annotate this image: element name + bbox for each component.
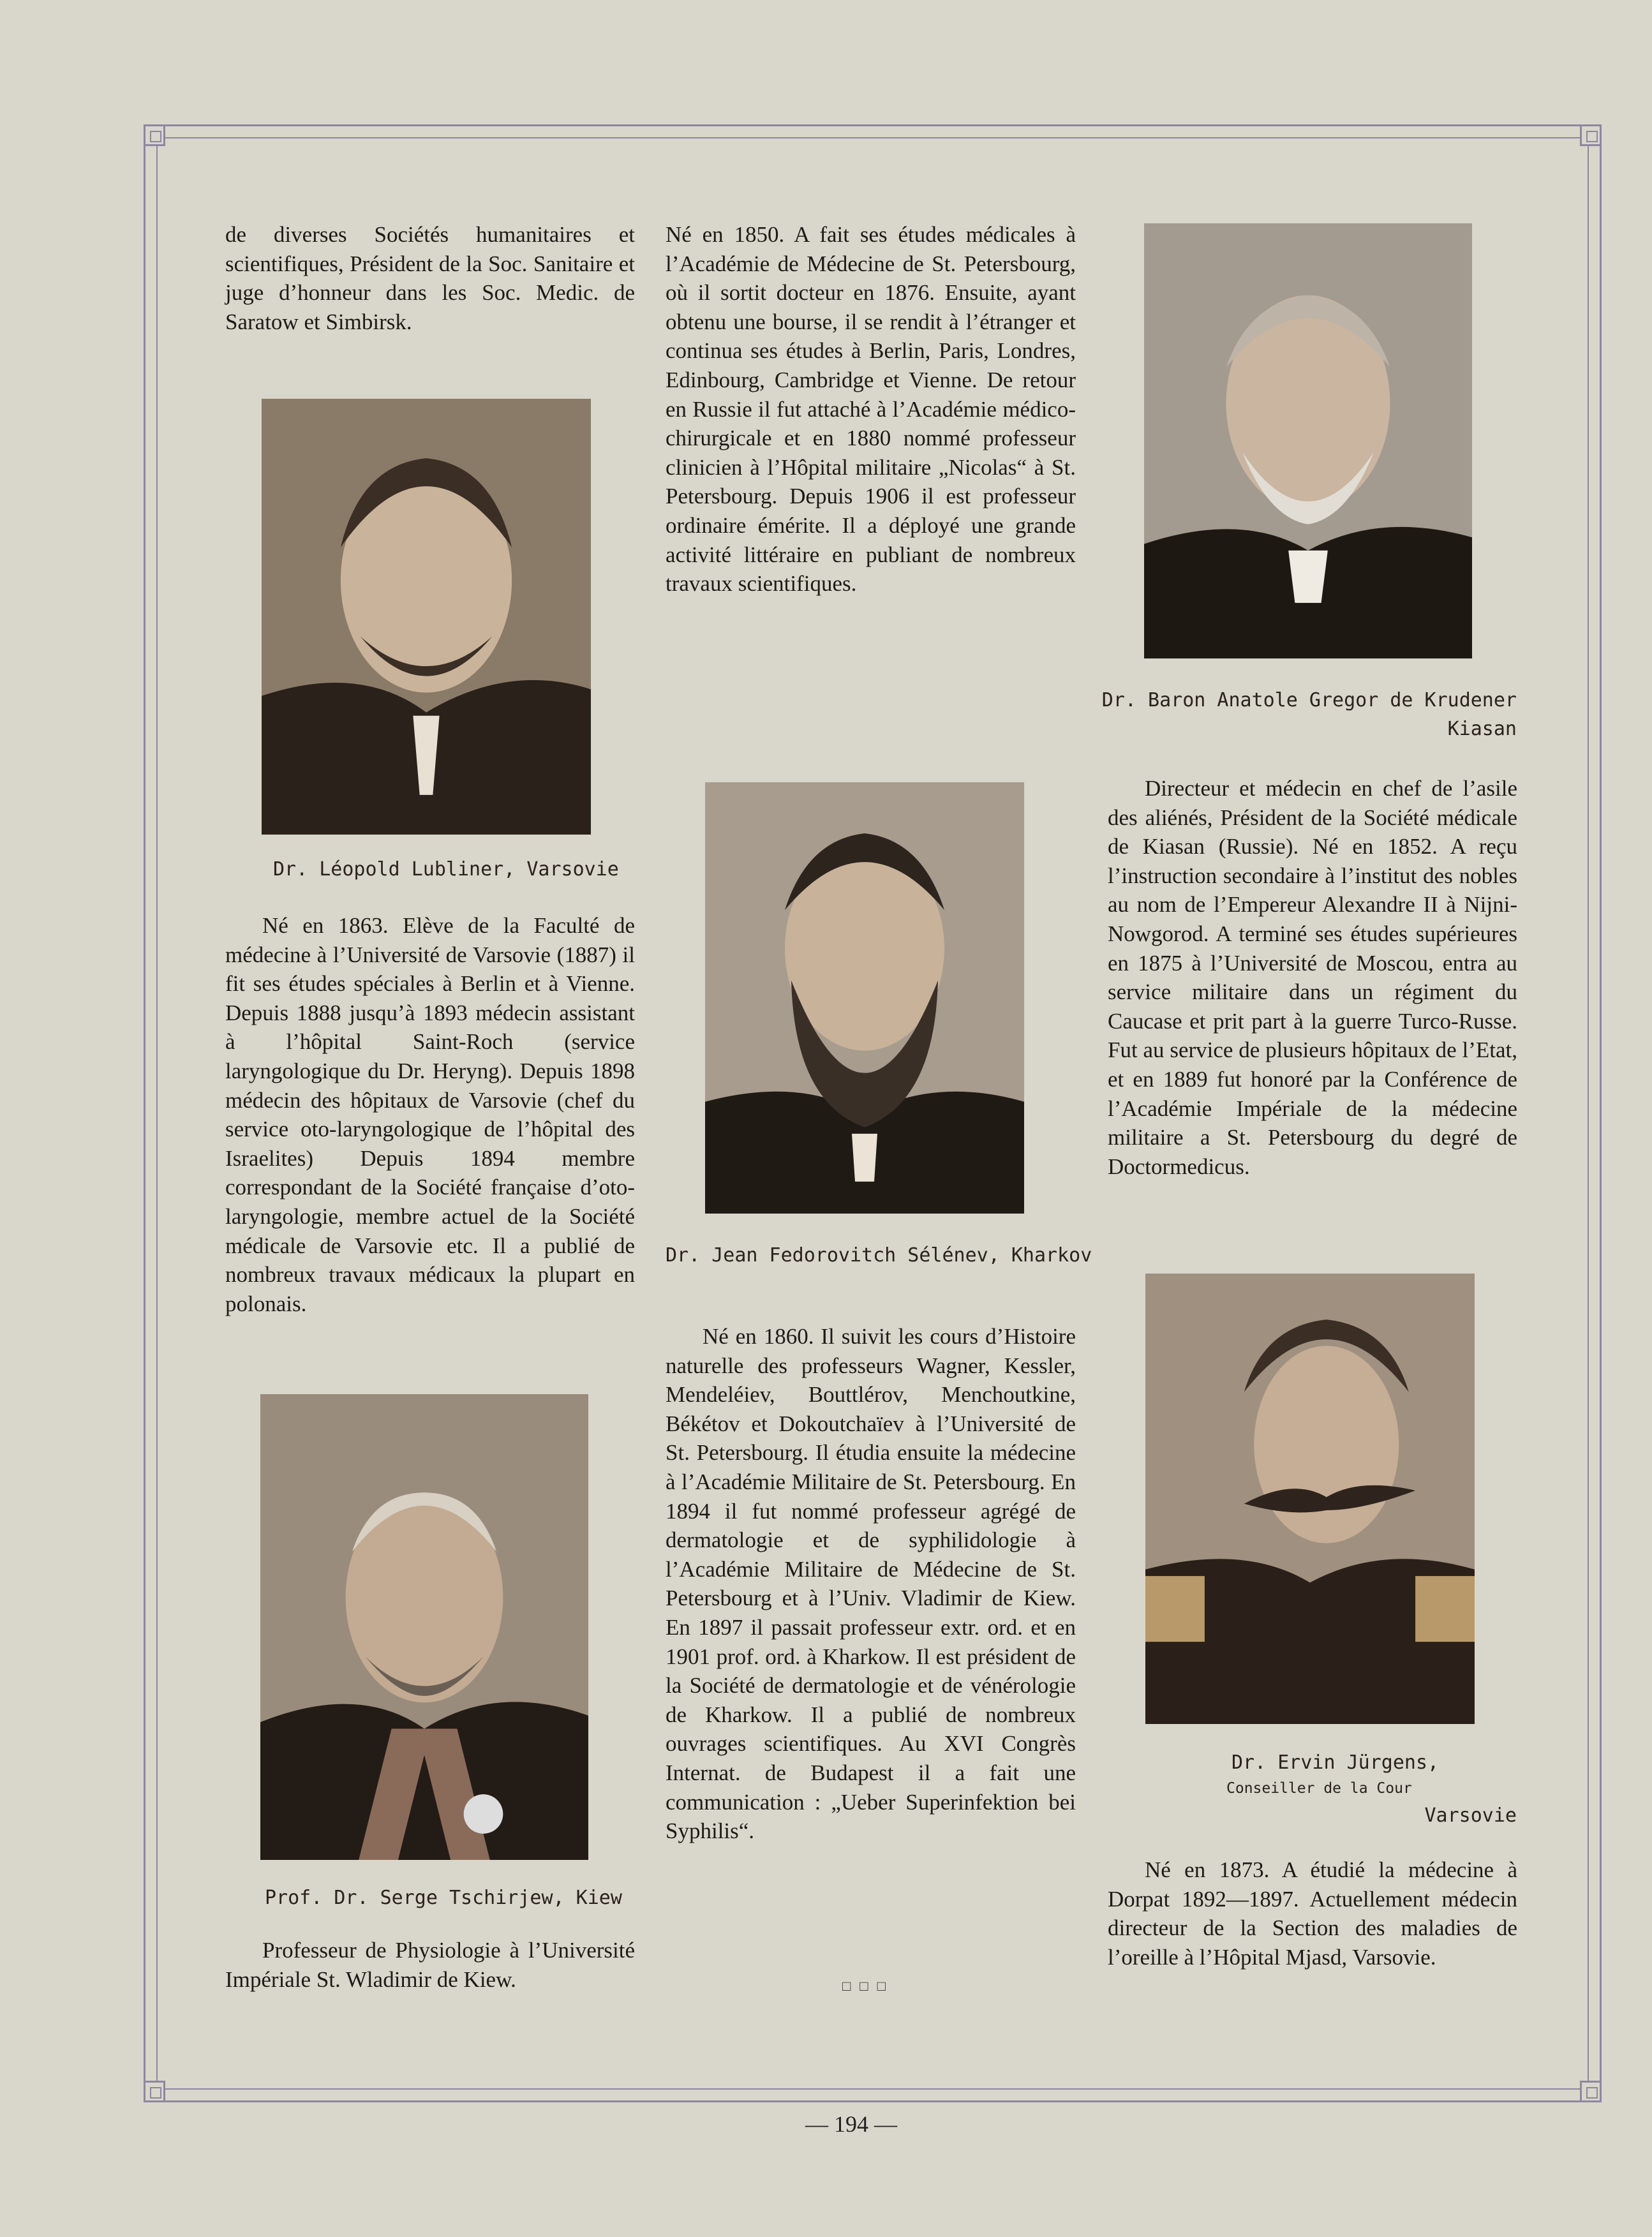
column-right-bio2 [1108,1855,1517,1972]
portrait-selenev [705,782,1024,1214]
frame-corner-ornament [1580,2081,1602,2102]
frame-corner-ornament [144,124,165,146]
page-number: — 194 — [805,2111,897,2137]
biography-lubliner: Né en 1863. Elève de la Faculté de médecine à l’Université de Varsovie (1887) il fit ses études spéciales à Berlin et à Vienne. Depuis 1888 jusqu’à 1893 médecin assistant à l’hôpital Saint-Roch (service laryngologique du Dr. Heryng). Depuis 1898 médecin des hôpitaux de Varsovie (chef du service oto-laryngologique de l’hôpital des Israelites) Depuis 1894 membre correspondant de la Société française d’oto-laryngologie, membre actuel de la Société médicale de Varsovie etc. Il a publié de nombreux travaux médicaux la plupart en polonais. [225,913,635,1316]
column-left-bio2 [225,1936,635,1994]
column-middle-bio [666,1322,1076,1846]
column-left-bio1 [225,911,635,1318]
caption-krudener: Dr. Baron Anatole Gregor de Krudener [1101,689,1517,711]
column-left [225,220,635,336]
caption-jurgens: Dr. Ervin Jürgens, [1232,1751,1440,1774]
section-end-ornament: □□□ [842,1978,895,1994]
portrait-tschirjew [260,1394,588,1860]
portrait-jurgens [1145,1274,1475,1724]
biography-krudener-details: Directeur et médecin en chef de l’asile des aliénés, Président de la Société médicale de Kiasan (Russie). Né en 1852. A reçu l’instruction secondaire à l’institut des nobles au nom de l’Empereur Alexandre II à Nijni-Nowgorod. A terminé ses études supérieures en 1875 à l’Université de Moscou, entra au service militaire dans un régiment du Caucase et prit part à la guerre Turco-Russe. Fut au service de plusieurs hôpitaux de l’Etat, et en 1889 fut honoré par la Conférence de l’Académie Impériale de la médecine militaire a St. Petersbourg du degré de Doctormedicus. [1108,776,1517,1179]
frame-corner-ornament [1580,124,1602,146]
biography-selenev: Né en 1860. Il suivit les cours d’Histoire naturelle des professeurs Wagner, Kessler, Mendeléiev, Bouttlérov, Menchoutkine, Békétov et Dokoutchaïev à l’Université de St. Petersbourg. Il étudia ensuite la médecine à l’Académie Militaire de St. Petersbourg. En 1894 il fut nommé professeur agrégé de dermatologie et de syphilidologie à l’Académie Militaire de Médecine de St. Petersbourg et à l’Univ. Vladimir de Kiew. En 1897 il passait professeur extr. ord. et en 1901 prof. ord. à Kharkow. Il est président de la Société de dermatologie et de vénérologie de Kharkow. Il a publié de nombreux ouvrages scientifiques. Au XVI Congrès Internat. de Budapest il a fait une communication : „Ueber Superinfektion bei Syphilis“. [666,1324,1076,1844]
caption-lubliner: Dr. Léopold Lubliner, Varsovie [273,858,619,881]
biography-krudener: Né en 1850. A fait ses études médicales à l’Académie de Médecine de St. Petersbourg, où il sortit docteur en 1876. Ensuite, ayant obtenu une bourse, il se rendit à l’étranger et continua ses études à Berlin, Paris, Londres, Edinbourg, Cambridge et Vienne. De retour en Russie il fut attaché à l’Académie médico-chirurgicale et en 1880 nommé professeur clinicien à l’Hôpital militaire „Nicolas“ à St. Petersbourg. Depuis 1906 il est professeur ordinaire émérite. Il a déployé une grande activité littéraire en publiant de nombreux travaux scientifiques. [666,222,1076,597]
caption-tschirjew: Prof. Dr. Serge Tschirjew, Kiew [265,1887,622,1909]
frame-corner-ornament [144,2081,165,2102]
caption-jurgens-title: Conseiller de la Cour [1226,1780,1412,1797]
portrait-krudener [1144,223,1472,658]
caption-selenev: Dr. Jean Fedorovitch Sélénev, Kharkov [666,1244,1092,1267]
biography-jurgens: Né en 1873. A étudié la médecine à Dorpat 1892—1897. Actuellement médecin directeur de la Section des maladies de l’oreille à l’Hôpital Mjasd, Varsovie. [1108,1857,1517,1970]
text-block: de diverses Sociétés humanitaires et scientifiques, Président de la Soc. Sanitaire et juge d’honneur dans les Soc. Medic. de Saratow et Simbirsk. [225,222,635,334]
column-middle [666,220,1076,598]
column-right-bio1 [1108,774,1517,1181]
biography-tschirjew: Professeur de Physiologie à l’Université Impériale St. Wladimir de Kiew. [225,1938,635,1992]
portrait-lubliner [262,399,591,835]
caption-krudener-city: Kiasan [1447,718,1517,740]
caption-jurgens-city: Varsovie [1424,1804,1517,1827]
